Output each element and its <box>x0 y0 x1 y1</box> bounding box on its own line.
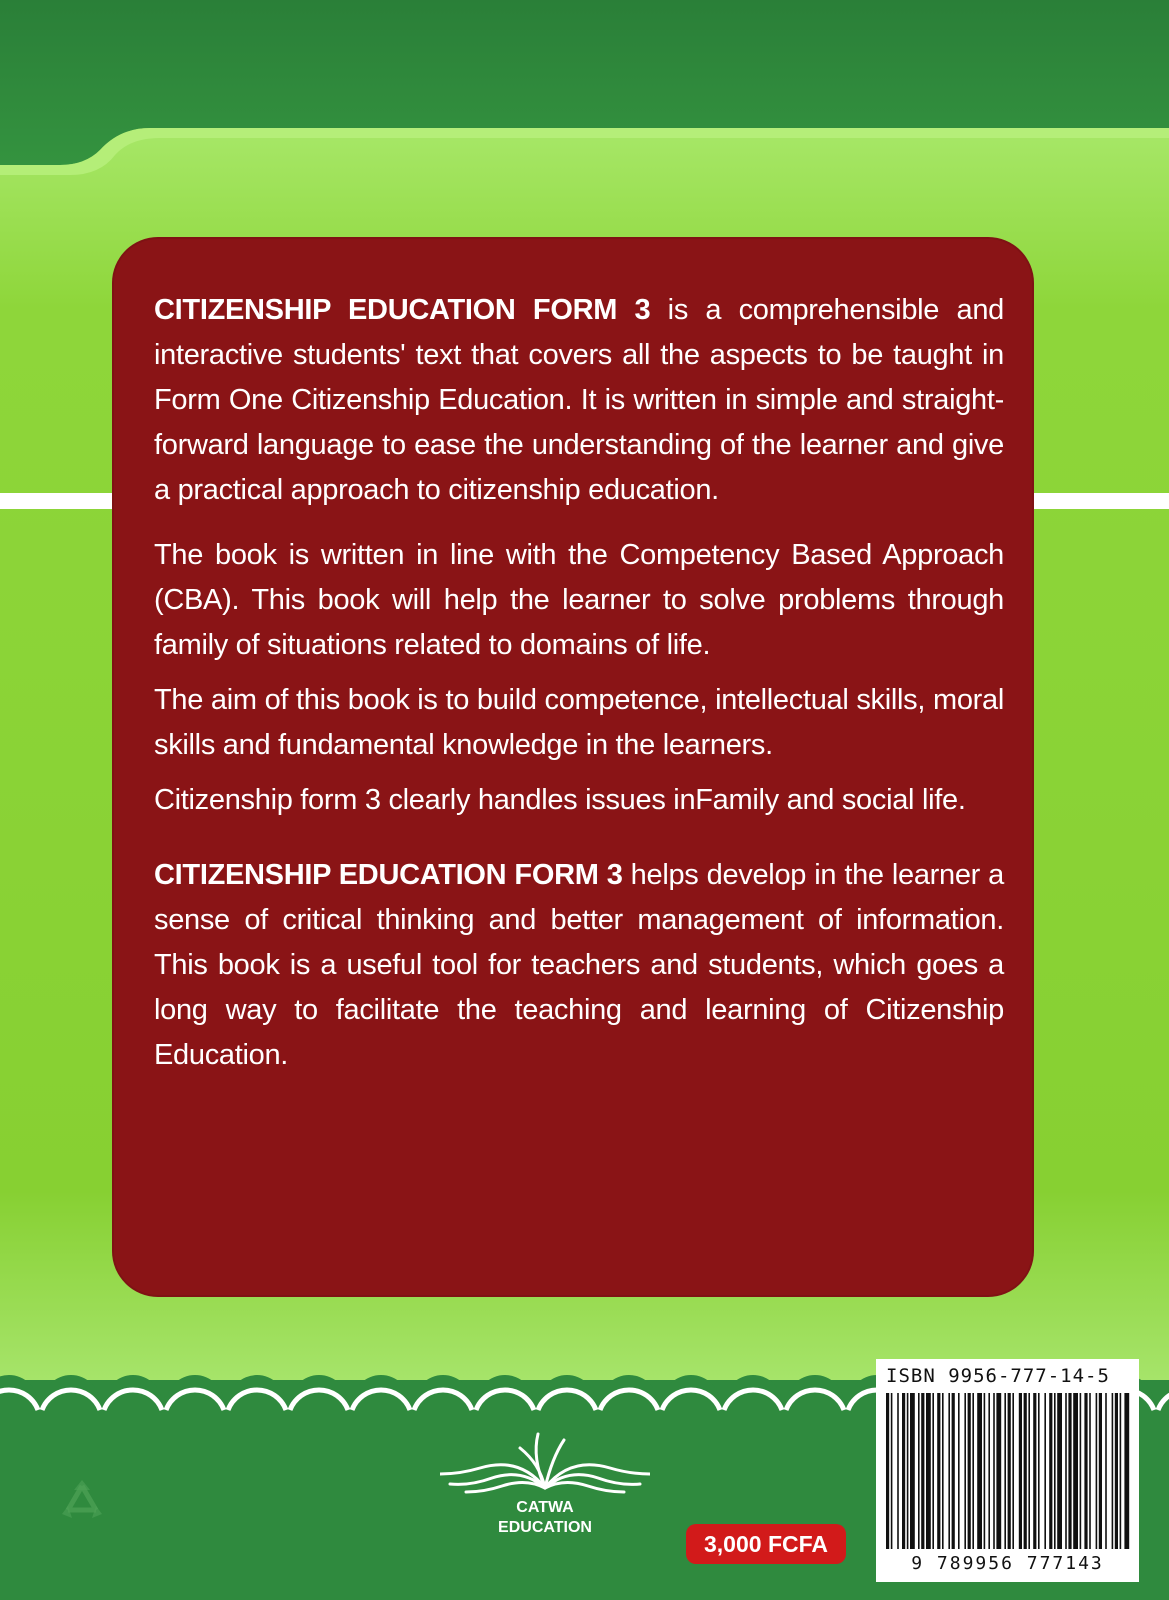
blurb-paragraph-1 <box>154 288 1004 513</box>
barcode-bar <box>958 1393 960 1549</box>
barcode-bar <box>1120 1393 1122 1549</box>
barcode-bar <box>1105 1393 1107 1549</box>
publisher-name-line-1: CATWA <box>516 1499 574 1516</box>
barcode-bar <box>918 1393 920 1549</box>
barcode-bar <box>910 1393 915 1549</box>
barcode-bar <box>1099 1393 1102 1549</box>
barcode-bar <box>1124 1393 1129 1549</box>
barcode-bar <box>1012 1393 1014 1549</box>
barcode-bar <box>964 1393 966 1549</box>
barcode-bar <box>948 1393 950 1549</box>
barcode-bars <box>884 1393 1131 1553</box>
book-title-bold: CITIZENSHIP EDUCATION FORM 3 <box>154 294 651 326</box>
barcode-bar <box>1044 1393 1046 1549</box>
barcode-bar <box>897 1393 899 1549</box>
blurb-paragraph-5 <box>154 853 1004 1078</box>
barcode-bar <box>1019 1393 1022 1549</box>
recycle-icon <box>52 1480 112 1536</box>
price-badge: 3,000 FCFA <box>686 1524 846 1564</box>
publisher-name <box>470 1498 620 1538</box>
barcode-bar <box>886 1393 889 1549</box>
barcode-bar <box>1068 1393 1071 1549</box>
barcode-bar <box>988 1393 990 1549</box>
barcode-bar <box>1008 1393 1011 1549</box>
barcode-bar <box>972 1393 974 1549</box>
barcode-bar <box>1089 1393 1091 1549</box>
barcode-bar <box>1049 1393 1052 1549</box>
barcode-bar <box>1065 1393 1067 1549</box>
barcode-bar <box>952 1393 955 1549</box>
isbn-barcode <box>876 1359 1139 1582</box>
barcode-bar <box>1004 1393 1006 1549</box>
barcode-bar <box>1112 1393 1114 1549</box>
barcode-bar <box>996 1393 1001 1549</box>
barcode-bar <box>1028 1393 1030 1549</box>
barcode-bar <box>1084 1393 1087 1549</box>
barcode-bar <box>968 1393 971 1549</box>
barcode-bar <box>921 1393 924 1549</box>
barcode-bar <box>1057 1393 1062 1549</box>
blurb-paragraph-4: Citizenship form 3 clearly handles issues inFamily and social life. <box>154 784 966 816</box>
barcode-bar <box>891 1393 893 1549</box>
blurb-paragraph-3: The aim of this book is to build competence, intellectual skills, moral skills and fundamental knowledge in the learners. <box>154 684 1004 761</box>
ean-digits: 9 789956 777143 <box>911 1553 1104 1574</box>
barcode-bar <box>942 1393 944 1549</box>
blurb-paragraph-5-text: helps develop in the learner a sense of critical thinking and better management of information. This book is a useful tool for teachers and students, which goes a long way to facilitate the teaching and learning of Citizenship Education. <box>154 859 1004 1071</box>
barcode-bar <box>993 1393 995 1549</box>
barcode-bar <box>902 1393 905 1549</box>
barcode-bar <box>977 1393 982 1549</box>
barcode-bar <box>1038 1393 1040 1549</box>
barcode-bar <box>907 1393 909 1549</box>
book-title-bold-2: CITIZENSHIP EDUCATION FORM 3 <box>154 859 623 891</box>
barcode-bar <box>1024 1393 1027 1549</box>
barcode-bar <box>1096 1393 1098 1549</box>
publisher-name-line-2: EDUCATION <box>498 1519 592 1536</box>
barcode-bar <box>1080 1393 1082 1549</box>
blurb-paragraph-2: The book is written in line with the Competency Based Approach (CBA). This book will help the learner to solve problems through family of situations related to domains of life. <box>154 539 1004 661</box>
blurb-paragraph-1-text: is a comprehensible and interactive students' text that covers all the aspects to be taught in Form One Citizenship Education. It is written in simple and straight-forward language to ease the understanding of the learner and give a practical approach to citizenship education. <box>154 294 1004 506</box>
barcode-bar <box>1054 1393 1056 1549</box>
barcode-bar <box>984 1393 986 1549</box>
isbn-label: ISBN 9956-777-14-5 <box>886 1365 1110 1387</box>
barcode-bar <box>1033 1393 1036 1549</box>
barcode-bar <box>1073 1393 1078 1549</box>
barcode-bar <box>937 1393 940 1549</box>
barcode-bar <box>932 1393 934 1549</box>
barcode-bar <box>926 1393 931 1549</box>
barcode-bar <box>1115 1393 1118 1549</box>
